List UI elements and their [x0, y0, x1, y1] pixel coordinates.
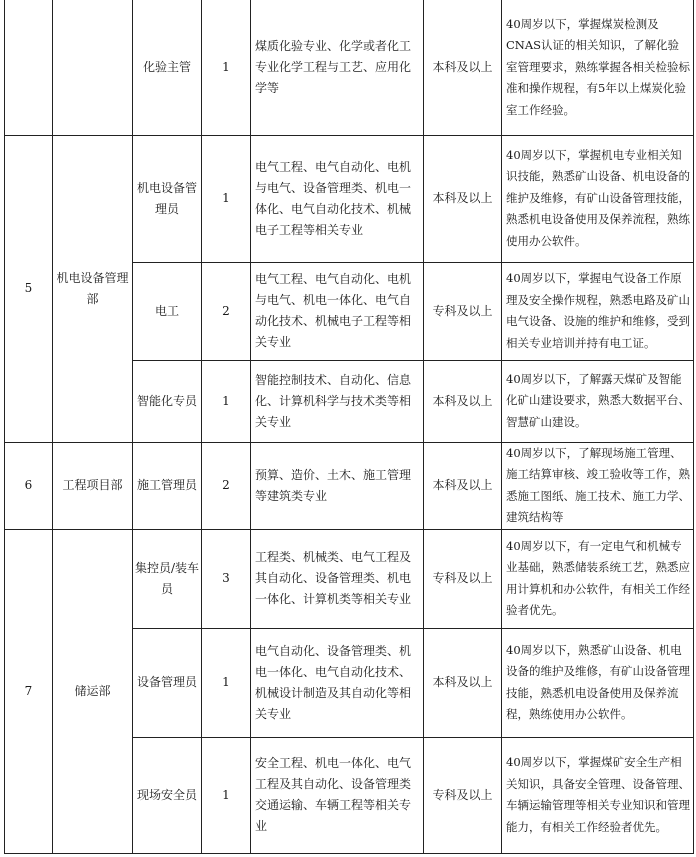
count-cell: 2 [202, 262, 251, 360]
count-cell: 2 [202, 442, 251, 529]
requirement-cell: 40周岁以下，有一定电气和机械专业基础，熟悉储装系统工艺，熟悉应用计算机和办公软件，有相关工作经验者优先。 [502, 529, 694, 628]
count-cell: 1 [202, 360, 251, 442]
no-cell: 7 [5, 529, 53, 853]
recruitment-table [4, 0, 694, 854]
no-cell: 5 [5, 135, 53, 442]
position-cell: 机电设备管理员 [133, 135, 202, 262]
position-cell: 智能化专员 [133, 360, 202, 442]
count-cell: 1 [202, 737, 251, 853]
count-cell: 3 [202, 529, 251, 628]
table-row [5, 529, 694, 628]
position-cell: 施工管理员 [133, 442, 202, 529]
position-cell: 化验主管 [133, 0, 202, 135]
education-cell: 专科及以上 [424, 737, 502, 853]
major-cell: 电气工程、电气自动化、电机与电气、设备管理类、机电一体化、电气自动化技术、机械电子工程等相关专业 [251, 135, 424, 262]
count-cell: 1 [202, 628, 251, 737]
requirement-cell: 40周岁以下，掌握机电专业相关知识技能，熟悉矿山设备、机电设备的维护及维修，有矿山设备管理技能，熟悉机电设备使用及保养流程，熟练使用办公软件。 [502, 135, 694, 262]
position-cell: 集控员/装车员 [133, 529, 202, 628]
no-cell: 6 [5, 442, 53, 529]
education-cell: 本科及以上 [424, 360, 502, 442]
major-cell: 安全工程、机电一体化、电气工程及其自动化、设备管理类交通运输、车辆工程等相关专业 [251, 737, 424, 853]
major-cell: 电气自动化、设备管理类、机电一体化、电气自动化技术、机械设计制造及其自动化等相关专业 [251, 628, 424, 737]
requirement-cell: 40周岁以下，了解露天煤矿及智能化矿山建设要求，熟悉大数据平台、智慧矿山建设。 [502, 360, 694, 442]
education-cell: 本科及以上 [424, 628, 502, 737]
major-cell: 煤质化验专业、化学或者化工专业化学工程与工艺、应用化学等 [251, 0, 424, 135]
education-cell: 本科及以上 [424, 442, 502, 529]
requirement-cell: 40周岁以下，熟悉矿山设备、机电设备的维护及维修，有矿山设备管理技能，熟悉机电设备使用及保养流程，熟练使用办公软件。 [502, 628, 694, 737]
table-row [5, 135, 694, 262]
education-cell: 本科及以上 [424, 135, 502, 262]
major-cell: 电气工程、电气自动化、电机与电气、机电一体化、电气自动化技术、机械电子工程等相关专业 [251, 262, 424, 360]
count-cell: 1 [202, 0, 251, 135]
requirement-cell: 40周岁以下，掌握煤炭检测及CNAS认证的相关知识，了解化验室管理要求，熟练掌握各相关检验标准和操作规程，有5年以上煤炭化验室工作经验。 [502, 0, 694, 135]
dept-cell: 机电设备管理部 [53, 135, 133, 442]
education-cell: 专科及以上 [424, 262, 502, 360]
requirement-cell: 40周岁以下，掌握电气设备工作原理及安全操作规程，熟悉电路及矿山电气设备、设施的维护和维修，受到相关专业培训并持有电工证。 [502, 262, 694, 360]
position-cell: 电工 [133, 262, 202, 360]
dept-cell: 储运部 [53, 529, 133, 853]
no-cell [5, 0, 53, 135]
requirement-cell: 40周岁以下，了解现场施工管理、施工结算审核、竣工验收等工作，熟悉施工图纸、施工技术、施工力学、建筑结构等 [502, 442, 694, 529]
position-cell: 现场安全员 [133, 737, 202, 853]
dept-cell: 工程项目部 [53, 442, 133, 529]
education-cell: 本科及以上 [424, 0, 502, 135]
major-cell: 工程类、机械类、电气工程及其自动化、设备管理类、机电一体化、计算机类等相关专业 [251, 529, 424, 628]
table-row [5, 442, 694, 529]
position-cell: 设备管理员 [133, 628, 202, 737]
dept-cell [53, 0, 133, 135]
table-row [5, 0, 694, 135]
count-cell: 1 [202, 135, 251, 262]
major-cell: 预算、造价、土木、施工管理等建筑类专业 [251, 442, 424, 529]
education-cell: 专科及以上 [424, 529, 502, 628]
major-cell: 智能控制技术、自动化、信息化、计算机科学与技术类等相关专业 [251, 360, 424, 442]
requirement-cell: 40周岁以下，掌握煤矿安全生产相关知识，具备安全管理、设备管理、车辆运输管理等相关专业知识和管理能力，有相关工作经验者优先。 [502, 737, 694, 853]
